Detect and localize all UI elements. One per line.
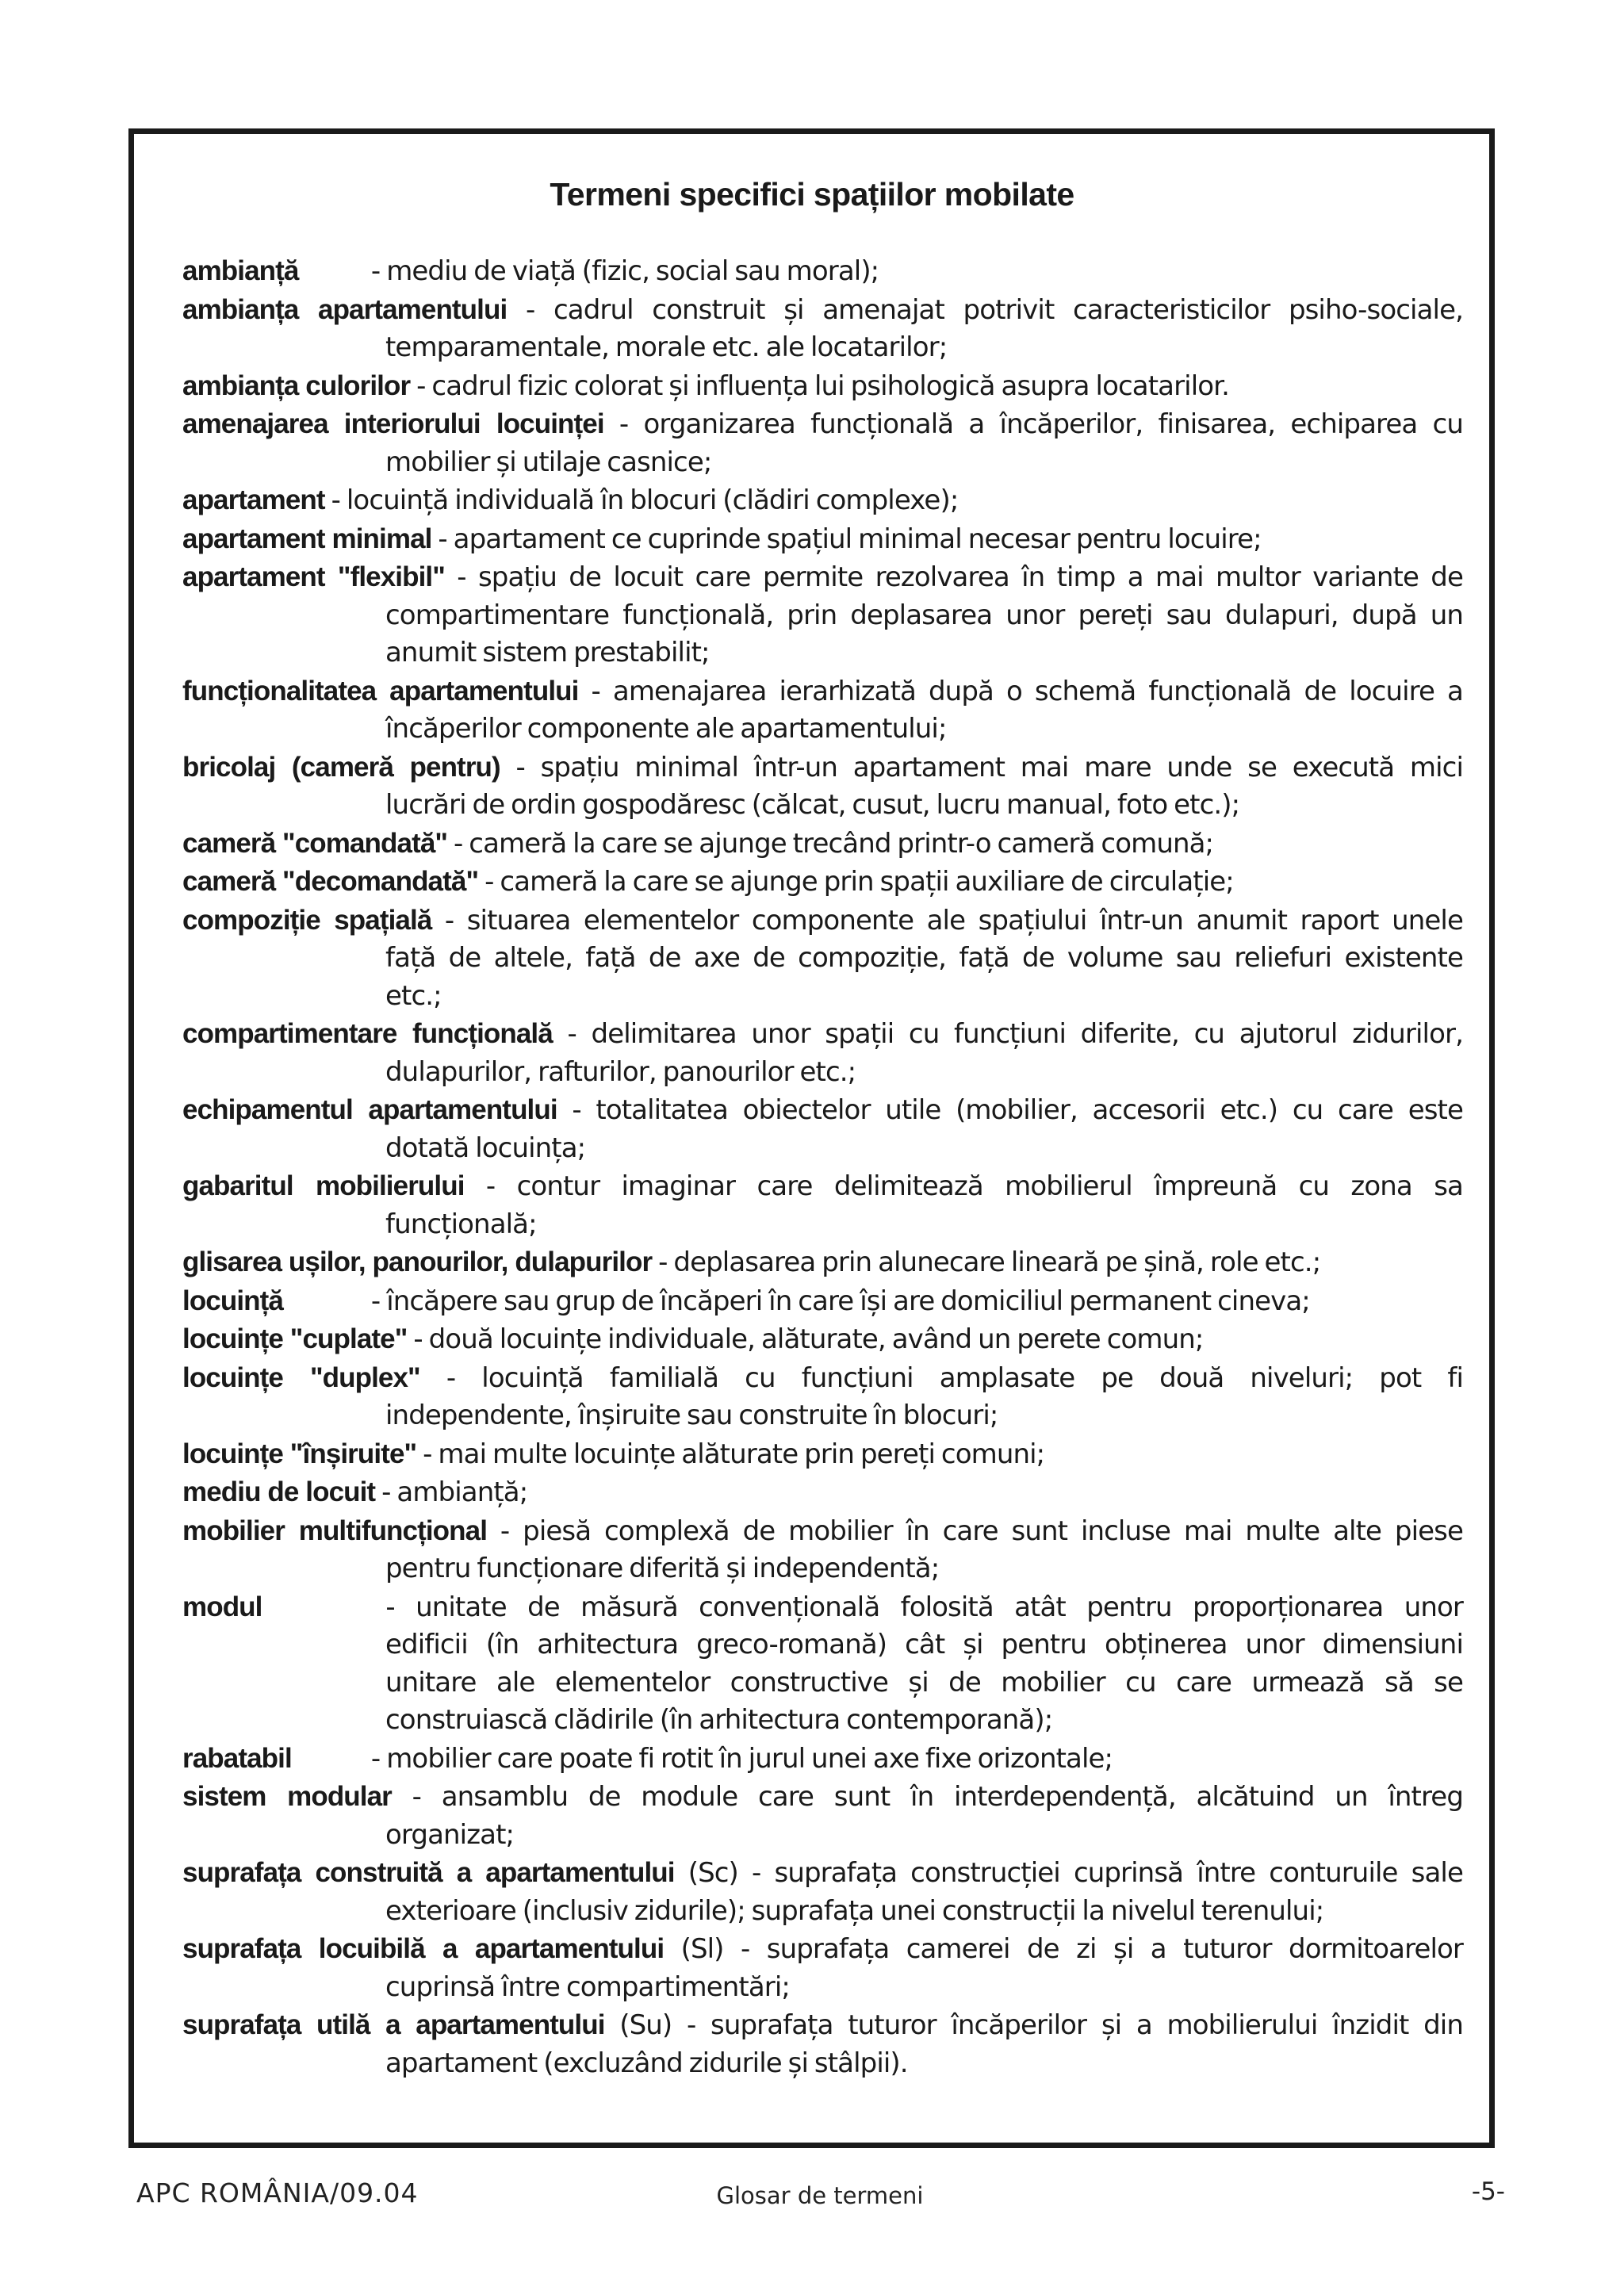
glossary-term: funcționalitatea apartamentului xyxy=(182,675,579,707)
glossary-entry xyxy=(182,1435,1463,1474)
glossary-definition-continuation: dulapurilor, rafturilor, panourilor etc.; xyxy=(385,1055,856,1088)
glossary-definition: - spațiu de locuit care permite rezolvarea în timp a mai multor variante de xyxy=(457,561,1463,593)
glossary-definition: - încăpere sau grup de încăperi în care își are domiciliul permanent cineva; xyxy=(370,1285,1310,1317)
glossary-definition-continuation: unitare ale elementelor constructive și de mobilier cu care urmează să se xyxy=(385,1666,1463,1698)
glossary-entry xyxy=(182,1091,1463,1130)
glossary-entry xyxy=(182,1512,1463,1551)
glossary-definition: - amenajarea ierarhizată după o schemă funcțională de locuire a xyxy=(591,675,1463,707)
glossary-term: rabatabil xyxy=(182,1742,292,1774)
glossary-definition-continuation: organizat; xyxy=(385,1818,515,1851)
glossary-term: ambianța culorilor xyxy=(182,370,411,401)
glossary-definition: - unitate de măsură convențională folosită atât pentru proporționarea unor xyxy=(385,1591,1463,1623)
glossary-definition: - delimitarea unor spații cu funcțiuni diferite, cu ajutorul zidurilor, xyxy=(567,1018,1463,1050)
glossary-definition: - cameră la care se ajunge prin spații auxiliare de circulație; xyxy=(485,866,1234,898)
glossary-entry xyxy=(182,2006,1463,2045)
glossary-definition: - contur imaginar care delimitează mobilierul împreună cu zona sa xyxy=(485,1170,1463,1202)
glossary-definition: - spațiu minimal într-un apartament mai mare unde se execută mici xyxy=(515,751,1463,783)
glossary-entry xyxy=(182,749,1463,787)
glossary-term: ambianță xyxy=(182,255,299,286)
glossary-entry xyxy=(182,481,1463,520)
glossary-entry xyxy=(182,672,1463,711)
glossary-term: amenajarea interiorului locuinței xyxy=(182,408,604,439)
glossary-definition-continuation: funcțională; xyxy=(385,1208,537,1240)
glossary-term: compartimentare funcțională xyxy=(182,1018,553,1049)
glossary-term: echipamentul apartamentului xyxy=(182,1094,557,1125)
glossary-term: gabaritul mobilierului xyxy=(182,1170,465,1201)
glossary-entry xyxy=(182,1015,1463,1054)
glossary-entry xyxy=(182,520,1463,559)
glossary-definition: - mediu de viață (fizic, social sau moral); xyxy=(370,255,879,287)
glossary-term: apartament minimal xyxy=(182,523,432,554)
glossary-definition: - ambianță; xyxy=(381,1476,528,1508)
glossary-term: locuințe "cuplate" xyxy=(182,1323,408,1354)
glossary-entry xyxy=(182,1359,1463,1398)
glossary-definition: - ansamblu de module care sunt în interdependență, alcătuind un întreg xyxy=(412,1781,1463,1813)
glossary-definition: (Su) - suprafața tuturor încăperilor și a mobilierului înzidit din xyxy=(619,2009,1463,2041)
glossary-entry xyxy=(182,1854,1463,1893)
glossary-definition-continuation: edificii (în arhitectura greco-romană) cât și pentru obținerea unor dimensiuni xyxy=(385,1629,1463,1660)
glossary-definition: - situarea elementelor componente ale spațiului într-un anumit raport unele xyxy=(444,904,1463,936)
glossary-term: glisarea ușilor, panourilor, dulapurilor xyxy=(182,1247,653,1277)
glossary-definition: - apartament ce cuprinde spațiul minimal necesar pentru locuire; xyxy=(438,523,1262,555)
glossary-definition-continuation: temparamentale, morale etc. ale locatarilor; xyxy=(385,331,948,363)
glossary-entry xyxy=(182,1778,1463,1817)
glossary-term: mobilier multifuncțional xyxy=(182,1515,488,1546)
glossary-entry xyxy=(182,1167,1463,1206)
glossary-term: sistem modular xyxy=(182,1781,392,1812)
glossary-definition: - mai multe locuințe alăturate prin pereți comuni; xyxy=(423,1438,1045,1470)
glossary-definition-continuation: lucrări de ordin gospodăresc (călcat, cusut, lucru manual, foto etc.); xyxy=(385,789,1240,821)
glossary-definition: - două locuințe individuale, alăturate, având un perete comun; xyxy=(413,1323,1204,1355)
glossary-definition-continuation: exterioare (inclusiv zidurile); suprafața unei construcții la nivelul terenului; xyxy=(385,1894,1324,1927)
footer-section-title: Glosar de termeni xyxy=(716,2182,924,2209)
glossary-entry xyxy=(182,1740,1463,1779)
glossary-definition: - totalitatea obiectelor utile (mobilier, accesorii etc.) cu care este xyxy=(572,1094,1463,1126)
glossary-entry xyxy=(182,1320,1463,1359)
glossary-entry xyxy=(182,825,1463,864)
glossary-term: apartament xyxy=(182,484,325,515)
glossary-entry xyxy=(182,367,1463,406)
glossary-term: locuință xyxy=(182,1285,283,1316)
page-title: Termeni specifici spațiilor mobilate xyxy=(550,176,1074,213)
glossary-definition: - deplasarea prin alunecare lineară pe șină, role etc.; xyxy=(658,1247,1321,1278)
glossary-definition-continuation: apartament (excluzând zidurile și stâlpii). xyxy=(385,2047,908,2079)
glossary-term: cameră "decomandată" xyxy=(182,866,479,897)
glossary-definition: - locuință familială cu funcțiuni amplasate pe două niveluri; pot fi xyxy=(446,1361,1463,1394)
glossary-definition: (Sc) - suprafața construcției cuprinsă între conturuile sale xyxy=(688,1857,1463,1889)
glossary-term: ambianța apartamentului xyxy=(182,293,508,325)
glossary-definition-continuation: compartimentare funcțională, prin deplasarea unor pereți sau dulapuri, după un xyxy=(385,599,1463,631)
glossary-term: apartament "flexibil" xyxy=(182,561,445,592)
footer-publisher: APC ROMÂNIA/09.04 xyxy=(136,2177,419,2208)
glossary-term: suprafața utilă a apartamentului xyxy=(182,2009,605,2040)
glossary-entry xyxy=(182,405,1463,444)
glossary-term: bricolaj (cameră pentru) xyxy=(182,751,500,783)
glossary-definition: - cadrul fizic colorat și influența lui psihologică asupra locatarilor. xyxy=(416,370,1230,402)
glossary-definition-continuation: construiască clădirile (în arhitectura contemporană); xyxy=(385,1704,1053,1736)
glossary-entry xyxy=(182,1282,1463,1321)
glossary-definition-continuation: pentru funcționare diferită și independentă; xyxy=(385,1553,940,1584)
glossary-term: modul xyxy=(182,1591,262,1622)
glossary-entry xyxy=(182,902,1463,940)
glossary-definition: (Sl) - suprafața camerei de zi și a tuturor dormitoarelor xyxy=(680,1933,1463,1965)
glossary-definition-continuation: dotată locuința; xyxy=(385,1132,586,1164)
glossary-term: locuințe "înșiruite" xyxy=(182,1438,417,1469)
glossary-definition: - locuință individuală în blocuri (clădiri complexe); xyxy=(331,484,959,516)
glossary-definition: - organizarea funcțională a încăperilor, finisarea, echiparea cu xyxy=(619,408,1463,440)
glossary-list xyxy=(182,252,1463,2082)
glossary-definition: - piesă complexă de mobilier în care sunt incluse mai multe alte piese xyxy=(500,1515,1463,1547)
glossary-term: locuințe "duplex" xyxy=(182,1361,420,1393)
footer-page-number: -5- xyxy=(1471,2177,1505,2206)
glossary-entry xyxy=(182,1588,1463,1627)
glossary-entry xyxy=(182,252,1463,291)
glossary-definition-continuation: anumit sistem prestabilit; xyxy=(385,637,710,668)
glossary-entry xyxy=(182,1930,1463,1969)
glossary-definition-continuation: cuprinsă între compartimentări; xyxy=(385,1970,790,2003)
glossary-entry xyxy=(182,291,1463,330)
glossary-entry xyxy=(182,1243,1463,1282)
glossary-entry xyxy=(182,558,1463,597)
glossary-definition: - mobilier care poate fi rotit în jurul unei axe fixe orizontale; xyxy=(370,1742,1113,1775)
glossary-entry xyxy=(182,863,1463,902)
glossary-entry xyxy=(182,1473,1463,1512)
glossary-term: suprafața locuibilă a apartamentului xyxy=(182,1933,665,1964)
glossary-term: mediu de locuit xyxy=(182,1476,376,1507)
glossary-definition-continuation: încăperilor componente ale apartamentului; xyxy=(385,713,947,745)
glossary-term: compoziție spațială xyxy=(182,904,432,936)
glossary-definition: - cadrul construit și amenajat potrivit caracteristicilor psiho-sociale, xyxy=(525,293,1463,326)
glossary-term: suprafața construită a apartamentului xyxy=(182,1857,675,1888)
glossary-definition-continuation: independente, înșiruite sau construite în blocuri; xyxy=(385,1400,998,1431)
glossary-definition: - cameră la care se ajunge trecând printr-o cameră comună; xyxy=(454,827,1214,860)
glossary-definition-continuation: față de altele, față de axe de compoziție, față de volume sau reliefuri existente xyxy=(385,942,1463,974)
glossary-definition-continuation: mobilier și utilaje casnice; xyxy=(385,446,712,478)
glossary-definition-continuation: etc.; xyxy=(385,979,442,1012)
glossary-term: cameră "comandată" xyxy=(182,827,448,859)
